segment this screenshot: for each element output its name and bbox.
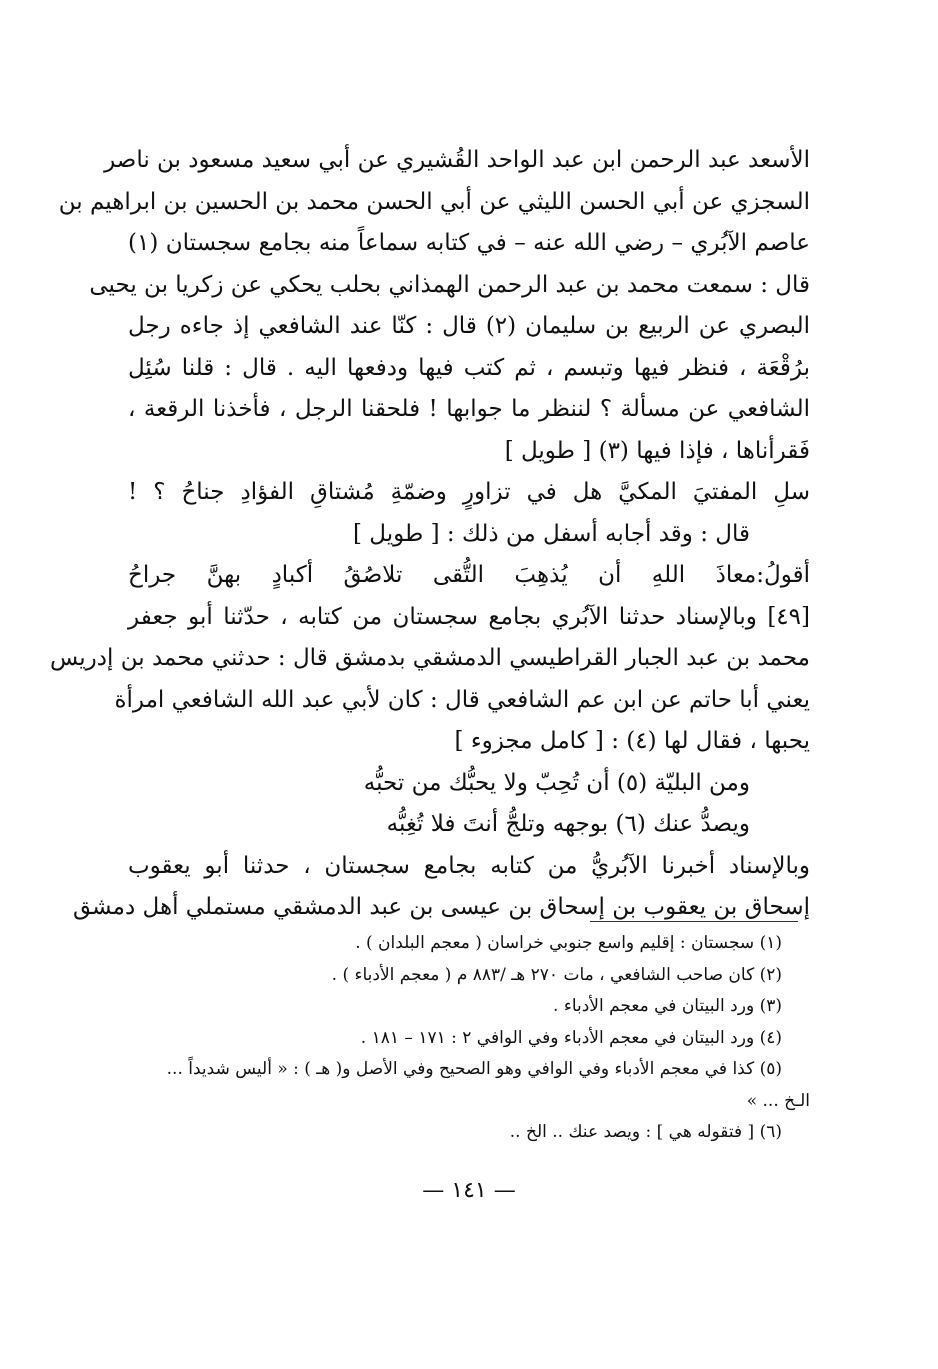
- text-line-10: قال : وقد أجابه أسفل من ذلك : [ طويل ]: [353, 520, 750, 547]
- text-line-5: البصري عن الربيع بن سليمان (٢) قال : كنّا عند الشافعي إذ جاءه رجل: [128, 313, 810, 339]
- footnote-2: (٢) كان صاحب الشافعي ، مات ٢٧٠ هـ /٨٨٣ م ( معجم الأدباء ) .: [331, 964, 782, 985]
- text-line-6: برُقْعَة ، فنظر فيها وتبسم ، ثم كتب فيها ودفعها اليه . قال : قلنا سُئِل: [128, 354, 810, 381]
- footnote-divider: [590, 921, 798, 922]
- text-line-12: [٤٩] وبالإسناد حدثنا الآبُري بجامع سجستان من كتابه ، حدّثنا أبو جعفر: [128, 603, 810, 630]
- text-line-19: إسحاق بن يعقوب بن إسحاق بن عيسى بن عبد الدمشقي مستملي أهل دمشق: [72, 894, 810, 920]
- text-line-2: السجزي عن أبي الحسن الليثي عن أبي الحسن محمد بن الحسين بن ابراهيم بن: [58, 188, 810, 215]
- text-line-13: محمد بن عبد الجبار القراطيسي الدمشقي بدمشق قال : حدثني محمد بن إدريس: [49, 645, 810, 671]
- footnote-6: (٦) [ فتقوله هي ] : ويصد عنك .. الخ ..: [509, 1122, 782, 1142]
- text-line-4: قال : سمعت محمد بن عبد الرحمن الهمذاني بحلب يحكي عن زكريا بن يحيى: [89, 271, 810, 298]
- verse-line-4: ويصدُّ عنك (٦) بوجهه وتلجُّ أنتَ فلا تُغِبُّه: [386, 811, 750, 837]
- verse-line-1: سلِ المفتيَ المكيَّ هل في تزاورٍ وضمّةِ مُشتاقِ الفؤادِ جناحُ ؟ !: [128, 479, 810, 505]
- footnote-3: (٣) ورد البيتان في معجم الأدباء .: [553, 996, 782, 1016]
- text-line-18: وبالإسناد أخبرنا الآبُريُّ من كتابه بجامع سجستان ، حدثنا أبو يعقوب: [128, 852, 810, 879]
- text-line-1: الأسعد عبد الرحمن ابن عبد الواحد القُشيري عن أبي سعيد مسعود بن ناصر: [104, 147, 810, 173]
- footnotes-block: [128, 928, 810, 1149]
- verse-line-3: ومن البليّة (٥) أن تُحِبّ ولا يحبُّك من تحبُّه: [363, 769, 750, 796]
- page-number: — ١٤١ —: [422, 1178, 516, 1203]
- verse-line-2: أقولُ:معاذَ اللهِ أن يُذهِبَ التُّقى تلاصُقُ أكبادٍ بهنَّ جراحُ: [128, 562, 810, 588]
- main-text-block: [49, 140, 810, 929]
- text-line-3: عاصم الآبُري – رضي الله عنه – في كتابه سماعاً منه بجامع سجستان (١): [128, 230, 810, 256]
- footnote-4: (٤) ورد البيتان في معجم الأدباء وفي الوافي ٢ : ١٧١ – ١٨١ .: [360, 1027, 782, 1048]
- text-line-7: الشافعي عن مسألة ؟ لننظر ما جوابها ! فلحقنا الرجل ، فأخذنا الرقعة ،: [128, 396, 810, 422]
- footnote-1: (١) سجستان : إقليم واسع جنوبي خراسان ( معجم البلدان ) .: [355, 933, 782, 953]
- text-line-14: يعني أبا حاتم عن ابن عم الشافعي قال : كان لأبي عبد الله الشافعي امرأة: [114, 686, 810, 713]
- footnote-5: (٥) كذا في معجم الأدباء وفي الوافي وهو الصحيح وفي الأصل و( هـ ) : « أليس شديداً ...: [166, 1059, 782, 1079]
- text-line-15: يحبها ، فقال لها (٤) : [ كامل مجزوء ]: [454, 728, 810, 754]
- text-line-8: فَقرأناها ، فإذا فيها (٣) [ طويل ]: [504, 437, 810, 464]
- footnote-5-continuation: الـخ ... »: [746, 1090, 810, 1111]
